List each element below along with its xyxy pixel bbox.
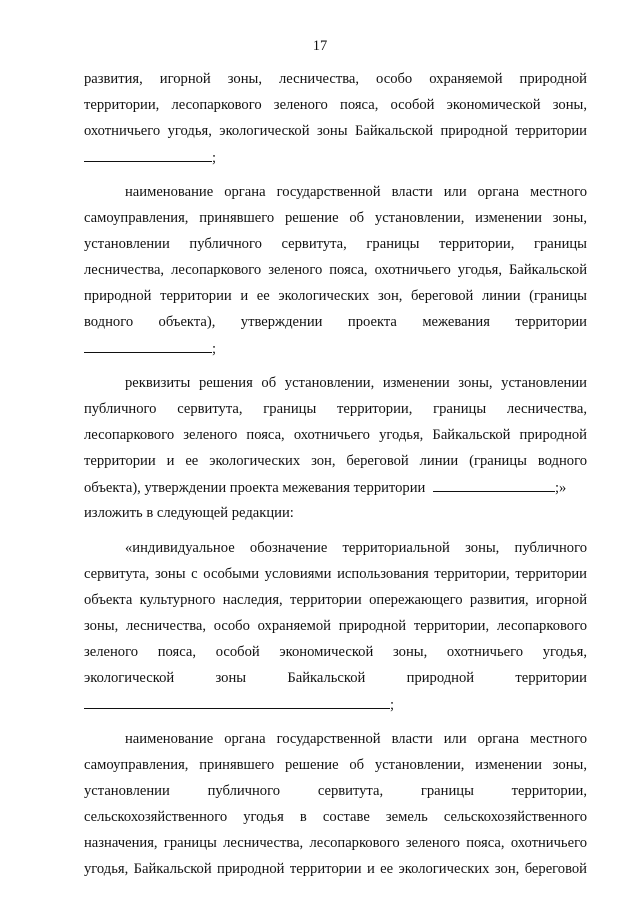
text-line bbox=[84, 665, 587, 691]
line-text: «индивидуальное обозначение территориальной зоны, публичного bbox=[125, 540, 587, 556]
line-text: объекта культурного наследия, территории опережающего развития, игорной bbox=[84, 592, 587, 608]
paragraph bbox=[84, 535, 587, 717]
line-text: природной территории и ее экологических зон, береговой линии (границы bbox=[84, 288, 587, 304]
line-text: самоуправления, принявшего решение об установлении, изменении зоны, bbox=[84, 210, 587, 226]
text-line bbox=[84, 335, 587, 361]
line-text: сельскохозяйственного угодья в составе земель сельскохозяйственного bbox=[84, 809, 587, 825]
paragraph-gap bbox=[84, 526, 587, 535]
text-line bbox=[84, 639, 587, 665]
line-text: зоны, лесничества, особо охраняемой природной территории, лесопаркового bbox=[84, 618, 587, 634]
line-text: водного объекта), утверждении проекта межевания территории bbox=[84, 314, 587, 330]
line-text: назначения, границы лесничества, лесопаркового зеленого пояса, охотничьего bbox=[84, 835, 587, 851]
text-line bbox=[84, 752, 587, 778]
fill-in-blank bbox=[84, 335, 212, 353]
line-text: территории, лесопаркового зеленого пояса, особой экономической зоны, bbox=[84, 97, 587, 113]
text-line bbox=[84, 66, 587, 92]
text-line bbox=[84, 422, 587, 448]
line-punctuation: ; bbox=[212, 150, 217, 166]
line-text: лесничества, лесопаркового зеленого пояса, охотничьего угодья, Байкальской bbox=[84, 262, 587, 278]
text-line bbox=[84, 830, 587, 856]
paragraph bbox=[84, 66, 587, 170]
line-text: установлении публичного сервитута, границы территории, границы bbox=[84, 236, 587, 252]
text-line bbox=[84, 474, 587, 500]
paragraph bbox=[84, 726, 587, 882]
fill-in-blank bbox=[84, 691, 390, 709]
text-line bbox=[84, 205, 587, 231]
text-line bbox=[84, 856, 587, 882]
line-text: угодья, Байкальской природной территории и ее экологических зон, береговой bbox=[84, 861, 587, 877]
line-text: объекта), утверждении проекта межевания территории bbox=[84, 480, 426, 496]
paragraph bbox=[84, 179, 587, 361]
text-line bbox=[84, 587, 587, 613]
line-text: развития, игорной зоны, лесничества, особо охраняемой природной bbox=[84, 71, 587, 87]
line-punctuation: ; bbox=[212, 341, 217, 357]
text-line bbox=[84, 309, 587, 335]
text-line bbox=[84, 179, 587, 205]
text-line bbox=[84, 778, 587, 804]
document-body bbox=[84, 66, 587, 882]
paragraph-gap bbox=[84, 170, 587, 179]
line-text: лесопаркового зеленого пояса, охотничьего угодья, Байкальской природной bbox=[84, 427, 587, 443]
text-line bbox=[84, 691, 587, 717]
text-line bbox=[84, 118, 587, 144]
text-line bbox=[84, 257, 587, 283]
line-text: публичного сервитута, границы территории, границы лесничества, bbox=[84, 401, 587, 417]
line-text: наименование органа государственной власти или органа местного bbox=[125, 731, 587, 747]
line-punctuation: ; bbox=[390, 697, 395, 713]
line-text: изложить в следующей редакции: bbox=[84, 505, 294, 521]
text-line bbox=[84, 144, 587, 170]
line-text: самоуправления, принявшего решение об установлении, изменении зоны, bbox=[84, 757, 587, 773]
text-line bbox=[84, 726, 587, 752]
text-line bbox=[84, 535, 587, 561]
text-line bbox=[84, 370, 587, 396]
line-text: реквизиты решения об установлении, изменении зоны, установлении bbox=[125, 375, 587, 391]
line-text: зеленого пояса, особой экономической зоны, охотничьего угодья, bbox=[84, 644, 587, 660]
paragraph bbox=[84, 370, 587, 526]
line-text: территории и ее экологических зон, береговой линии (границы водного bbox=[84, 453, 587, 469]
text-line bbox=[84, 448, 587, 474]
line-text: охотничьего угодья, экологической зоны Байкальской природной территории bbox=[84, 123, 587, 139]
text-line bbox=[84, 500, 587, 526]
text-line bbox=[84, 613, 587, 639]
text-line bbox=[84, 561, 587, 587]
line-text: наименование органа государственной власти или органа местного bbox=[125, 184, 587, 200]
line-text: сервитута, зоны с особыми условиями использования территории, территории bbox=[84, 566, 587, 582]
text-line bbox=[84, 92, 587, 118]
paragraph-gap bbox=[84, 361, 587, 370]
fill-in-blank bbox=[433, 474, 555, 492]
text-line bbox=[84, 283, 587, 309]
page-number: 17 bbox=[312, 38, 328, 54]
paragraph-gap bbox=[84, 717, 587, 726]
line-text: экологической зоны Байкальской природной территории bbox=[84, 670, 587, 686]
text-line bbox=[84, 396, 587, 422]
line-punctuation: ;» bbox=[554, 480, 567, 496]
fill-in-blank bbox=[84, 144, 212, 162]
text-line bbox=[84, 231, 587, 257]
line-text: установлении публичного сервитута, границы территории, bbox=[84, 783, 587, 799]
text-line bbox=[84, 804, 587, 830]
